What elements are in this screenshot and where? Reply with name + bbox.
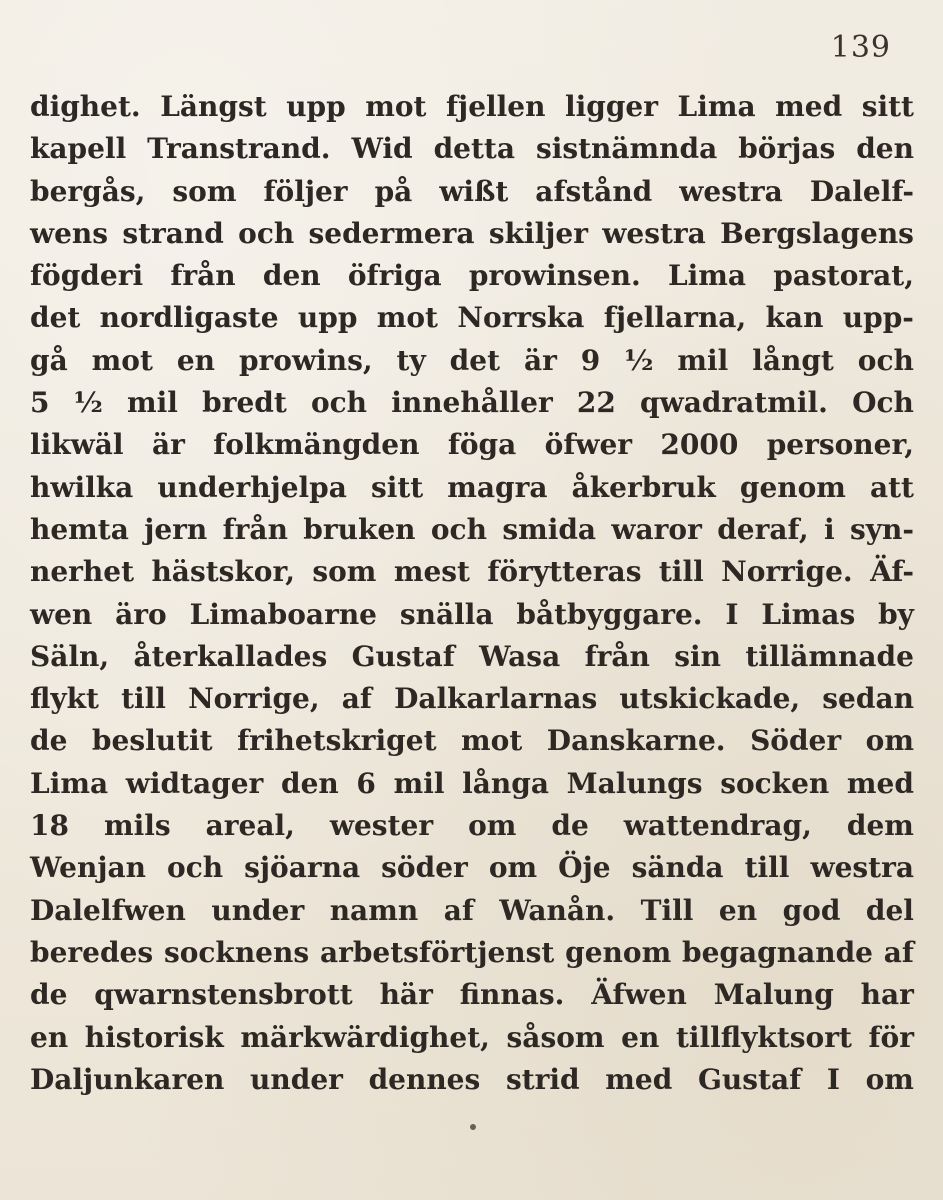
word: mil bbox=[127, 386, 178, 420]
word: en bbox=[176, 343, 216, 377]
word: är bbox=[523, 343, 557, 377]
word: återkallades bbox=[133, 639, 328, 673]
word: från bbox=[170, 259, 236, 293]
text-line bbox=[30, 467, 914, 509]
word: tillflyktsort bbox=[675, 1020, 852, 1054]
word: namn bbox=[329, 893, 419, 927]
word: mil bbox=[393, 766, 445, 800]
word: kapell bbox=[30, 132, 127, 166]
word: på bbox=[374, 174, 413, 208]
word: sjöarna bbox=[244, 851, 361, 885]
word: Transtrand. bbox=[147, 132, 331, 166]
word: Dalelf- bbox=[809, 174, 914, 208]
word: och bbox=[310, 386, 368, 420]
text-line bbox=[30, 551, 914, 593]
word: strand bbox=[122, 216, 224, 250]
word: waror bbox=[611, 512, 702, 546]
word: har bbox=[860, 978, 914, 1012]
word: utskickade, bbox=[619, 682, 801, 716]
word: en bbox=[718, 893, 758, 927]
word: det bbox=[449, 343, 500, 377]
word: qwarnstensbrott bbox=[94, 978, 353, 1012]
word: mil bbox=[677, 343, 729, 377]
word: tillämnade bbox=[745, 639, 914, 673]
word: ½ bbox=[624, 343, 654, 377]
word: märkwärdighet, bbox=[240, 1020, 490, 1054]
word: areal, bbox=[205, 809, 295, 843]
word: deraf, bbox=[717, 512, 809, 546]
word: och bbox=[167, 851, 224, 885]
word: upp bbox=[286, 90, 346, 123]
word: bergås, bbox=[30, 174, 146, 208]
word: sända bbox=[631, 851, 724, 885]
word: åkerbruk bbox=[571, 470, 716, 504]
word: Norrska bbox=[457, 301, 585, 335]
word: del bbox=[865, 893, 914, 927]
word: af bbox=[883, 935, 914, 969]
word: arbetsförtjenst bbox=[319, 935, 555, 969]
text-line bbox=[30, 213, 914, 255]
word: som bbox=[172, 174, 237, 208]
word: syn- bbox=[849, 512, 914, 546]
word: Öje bbox=[558, 851, 611, 885]
word: westra bbox=[602, 216, 706, 250]
word: wattendrag, bbox=[623, 809, 812, 843]
text-line bbox=[30, 1059, 914, 1101]
text-line bbox=[30, 255, 914, 297]
word: westra bbox=[810, 851, 914, 885]
word: af bbox=[341, 682, 372, 716]
word: det bbox=[30, 301, 81, 335]
word: mils bbox=[103, 809, 171, 843]
word: under bbox=[250, 1062, 343, 1096]
word: skiljer bbox=[488, 216, 588, 250]
word: by bbox=[878, 597, 914, 631]
word: socknens bbox=[163, 935, 310, 969]
word: de bbox=[551, 809, 589, 843]
word: Säln, bbox=[30, 639, 110, 673]
word: pastorat, bbox=[773, 259, 914, 293]
word: finnas. bbox=[459, 978, 565, 1012]
word: personer, bbox=[766, 428, 914, 462]
text-line bbox=[30, 678, 914, 720]
word: Gustaf bbox=[351, 639, 455, 673]
word: som bbox=[312, 555, 377, 589]
word: Äfwen bbox=[591, 978, 687, 1012]
word: gå bbox=[30, 343, 68, 377]
body-text bbox=[30, 86, 914, 1101]
text-line bbox=[30, 424, 914, 466]
word: jern bbox=[144, 512, 208, 546]
word: med bbox=[775, 90, 843, 123]
word: kan bbox=[765, 301, 824, 335]
word: god bbox=[782, 893, 841, 927]
word: smida bbox=[502, 512, 597, 546]
word: fjellen bbox=[446, 90, 546, 123]
word: öfwer bbox=[544, 428, 633, 462]
word: Daljunkaren bbox=[30, 1062, 225, 1096]
word: långt bbox=[752, 343, 834, 377]
word: wens bbox=[30, 216, 109, 250]
word: från bbox=[584, 639, 650, 673]
word: likwäl bbox=[30, 428, 124, 462]
word: Bergslagens bbox=[720, 216, 914, 250]
word: ligger bbox=[564, 90, 658, 123]
word: Dalelfwen bbox=[30, 893, 186, 927]
word: nerhet bbox=[30, 555, 135, 589]
word: historisk bbox=[84, 1020, 224, 1054]
word: de bbox=[30, 978, 68, 1012]
word: underhjelpa bbox=[157, 470, 347, 504]
word: Lima bbox=[667, 259, 747, 293]
word: wen bbox=[30, 597, 93, 631]
word: Gustaf bbox=[697, 1062, 802, 1096]
word: Wenjan bbox=[30, 851, 146, 885]
word: beslutit bbox=[91, 724, 213, 758]
word: innehåller bbox=[391, 386, 553, 420]
word: wißt bbox=[439, 174, 509, 208]
word: genom bbox=[565, 935, 672, 969]
word: och bbox=[857, 343, 914, 377]
word: dem bbox=[846, 809, 914, 843]
word: att bbox=[869, 470, 914, 504]
text-line bbox=[30, 720, 914, 762]
text-line bbox=[30, 86, 914, 128]
word: sitt bbox=[861, 90, 914, 123]
word: Norrige, bbox=[188, 682, 320, 716]
word: qwadratmil. bbox=[640, 386, 828, 420]
word: Söder bbox=[750, 724, 842, 758]
word: Lima bbox=[30, 766, 109, 800]
word: börjas bbox=[738, 132, 836, 166]
word: afstånd bbox=[535, 174, 653, 208]
word: den bbox=[262, 259, 321, 293]
word: och bbox=[430, 512, 487, 546]
word: 6 bbox=[356, 766, 376, 800]
text-line bbox=[30, 297, 914, 339]
word: prowins, bbox=[238, 343, 373, 377]
word: Och bbox=[852, 386, 914, 420]
text-line bbox=[30, 128, 914, 170]
word: en bbox=[30, 1020, 69, 1054]
word: till bbox=[121, 682, 166, 716]
word: nordligaste bbox=[99, 301, 279, 335]
word: Norrige. bbox=[721, 555, 853, 589]
text-line bbox=[30, 847, 914, 889]
word: långa bbox=[462, 766, 549, 800]
word: med bbox=[605, 1062, 673, 1096]
word: Danskarne. bbox=[546, 724, 726, 758]
word: magra bbox=[447, 470, 548, 504]
word: sitt bbox=[370, 470, 424, 504]
word: sistnämnda bbox=[535, 132, 718, 166]
word: till bbox=[658, 555, 704, 589]
word: för bbox=[868, 1020, 914, 1054]
word: i bbox=[824, 512, 835, 546]
page-number: 139 bbox=[830, 30, 891, 65]
word: Dalkarlarnas bbox=[394, 682, 598, 716]
word: 5 bbox=[30, 386, 50, 420]
word: sedermera bbox=[308, 216, 475, 250]
word: widtager bbox=[125, 766, 264, 800]
word: Lima bbox=[677, 90, 756, 123]
word: om bbox=[488, 851, 538, 885]
word: mot bbox=[461, 724, 523, 758]
word: Wanån. bbox=[499, 893, 616, 927]
word: förytteras bbox=[487, 555, 642, 589]
word: flykt bbox=[30, 682, 99, 716]
word: under bbox=[211, 893, 305, 927]
text-line bbox=[30, 763, 914, 805]
word: från bbox=[222, 512, 288, 546]
word: wester bbox=[329, 809, 434, 843]
word: upp bbox=[297, 301, 358, 335]
word: detta bbox=[433, 132, 515, 166]
text-line bbox=[30, 890, 914, 932]
text-line bbox=[30, 340, 914, 382]
word: till bbox=[744, 851, 790, 885]
word: följer bbox=[263, 174, 348, 208]
word: 18 bbox=[30, 809, 69, 843]
word: upp- bbox=[842, 301, 914, 335]
word: Wasa bbox=[479, 639, 561, 673]
word: Limaboarne bbox=[189, 597, 377, 631]
word: 22 bbox=[576, 386, 616, 420]
text-line bbox=[30, 509, 914, 551]
word: och bbox=[238, 216, 295, 250]
word: Limas bbox=[761, 597, 856, 631]
word: den bbox=[856, 132, 914, 166]
word: af bbox=[443, 893, 474, 927]
text-line bbox=[30, 636, 914, 678]
word: här bbox=[379, 978, 433, 1012]
word: socken bbox=[720, 766, 830, 800]
word: är bbox=[151, 428, 185, 462]
word: hästskor, bbox=[151, 555, 295, 589]
word: Längst bbox=[160, 90, 267, 123]
word: sedan bbox=[822, 682, 914, 716]
word: strid bbox=[505, 1062, 580, 1096]
word: hwilka bbox=[30, 470, 134, 504]
word: genom bbox=[739, 470, 846, 504]
word: såsom bbox=[506, 1020, 605, 1054]
word: frihetskriget bbox=[237, 724, 437, 758]
text-line bbox=[30, 932, 914, 974]
word: hemta bbox=[30, 512, 129, 546]
text-line bbox=[30, 1017, 914, 1059]
word: Till bbox=[640, 893, 694, 927]
word: äro bbox=[115, 597, 167, 631]
text-line bbox=[30, 974, 914, 1016]
word: med bbox=[846, 766, 914, 800]
word: 9 bbox=[580, 343, 601, 377]
word: söder bbox=[381, 851, 468, 885]
word: öfriga bbox=[347, 259, 442, 293]
word: om bbox=[865, 724, 914, 758]
word: den bbox=[280, 766, 339, 800]
text-line bbox=[30, 171, 914, 213]
word: ½ bbox=[73, 386, 103, 420]
word: I bbox=[826, 1062, 840, 1096]
word: Wid bbox=[351, 132, 413, 166]
word: de bbox=[30, 724, 68, 758]
word: bredt bbox=[202, 386, 287, 420]
word: bruken bbox=[303, 512, 416, 546]
word: en bbox=[621, 1020, 660, 1054]
word: mot bbox=[91, 343, 153, 377]
word: mest bbox=[393, 555, 470, 589]
word: westra bbox=[679, 174, 783, 208]
word: om bbox=[468, 809, 517, 843]
word: dighet. bbox=[30, 90, 141, 123]
word: begagnande bbox=[682, 935, 873, 969]
word: Malung bbox=[713, 978, 834, 1012]
word: om bbox=[865, 1062, 914, 1096]
text-line bbox=[30, 805, 914, 847]
word: sin bbox=[674, 639, 722, 673]
word: mot bbox=[365, 90, 427, 123]
text-line bbox=[30, 594, 914, 636]
word: 2000 bbox=[660, 428, 739, 462]
word: Malungs bbox=[566, 766, 703, 800]
word: snälla bbox=[399, 597, 494, 631]
word: fjellarna, bbox=[603, 301, 747, 335]
word: föga bbox=[447, 428, 517, 462]
printer-mark bbox=[470, 1124, 476, 1130]
word: folkmängden bbox=[213, 428, 420, 462]
word: I bbox=[725, 597, 739, 631]
word: dennes bbox=[368, 1062, 481, 1096]
word: ty bbox=[396, 343, 426, 377]
word: beredes bbox=[30, 935, 154, 969]
word: Äf- bbox=[870, 555, 914, 589]
text-line bbox=[30, 382, 914, 424]
word: båtbyggare. bbox=[516, 597, 703, 631]
word: prowinsen. bbox=[468, 259, 641, 293]
word: fögderi bbox=[30, 259, 144, 293]
word: mot bbox=[376, 301, 438, 335]
